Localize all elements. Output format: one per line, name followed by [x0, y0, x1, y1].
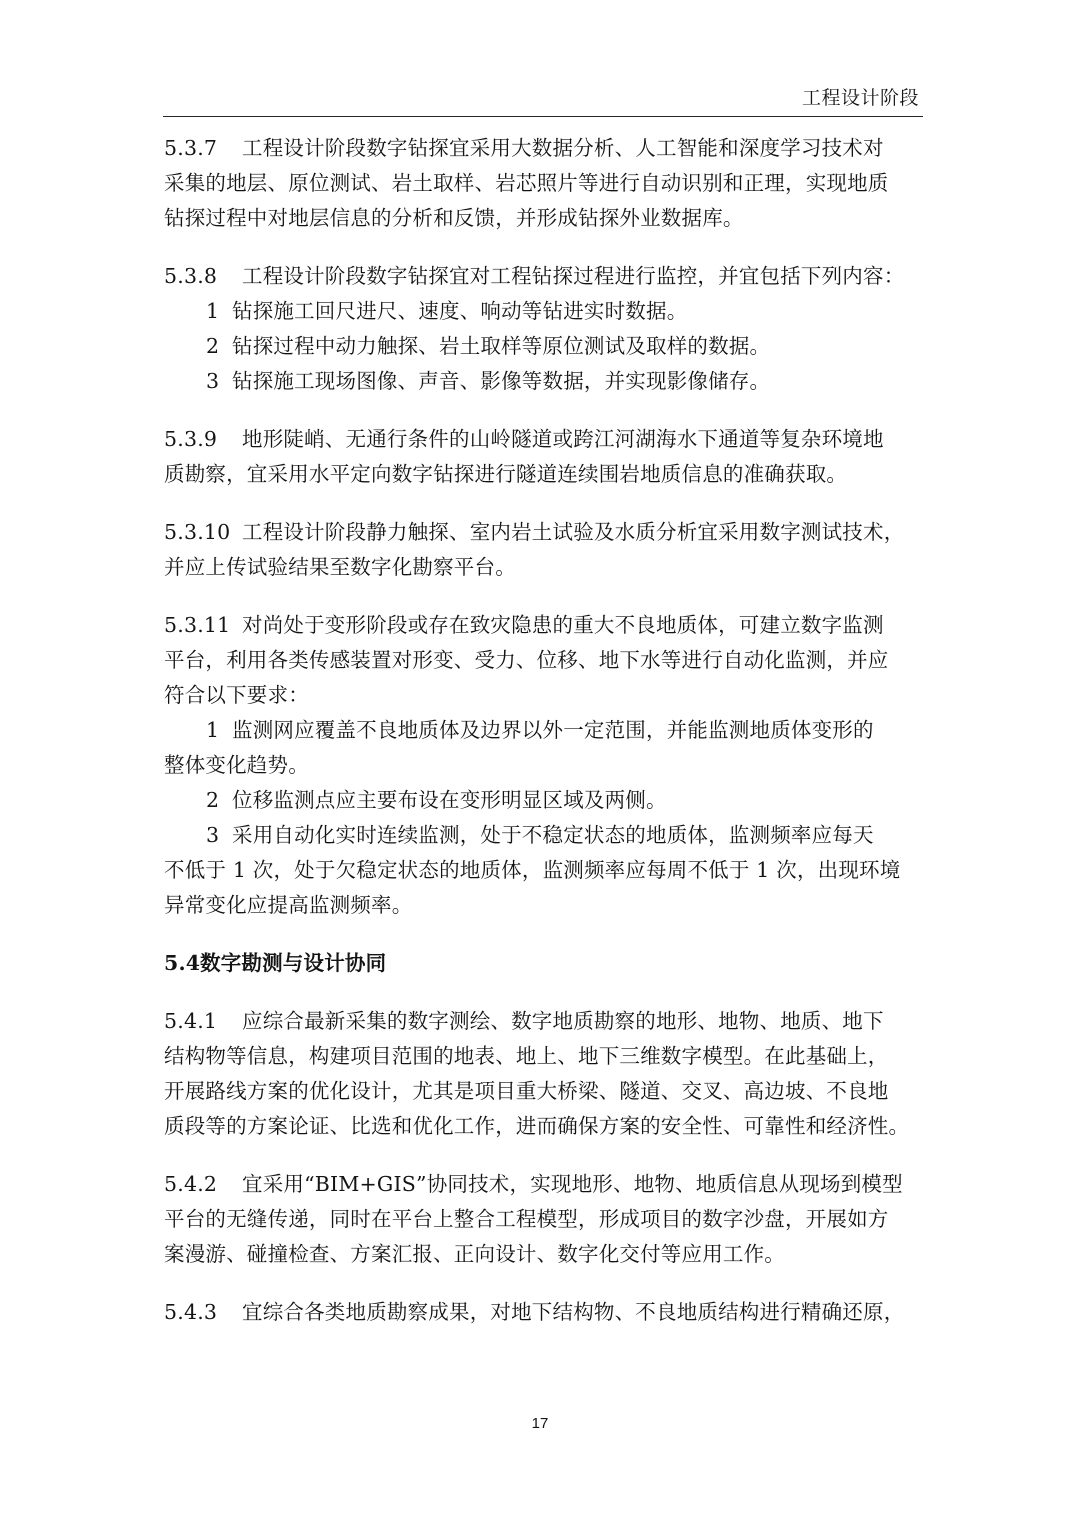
clause-line: [164, 259, 920, 294]
item-text: 异常变化应提高监测频率。: [164, 893, 413, 917]
section-heading: [164, 946, 920, 981]
list-item: [164, 713, 920, 748]
clause-number: 5.4.2: [164, 1172, 218, 1196]
item-text: 整体变化趋势。: [164, 753, 309, 777]
clause-text: 钻探过程中对地层信息的分析和反馈，并形成钻探外业数据库。: [164, 206, 744, 230]
item-text: 钻探过程中动力触探、岩土取样等原位测试及取样的数据。: [232, 334, 771, 358]
clause-line: [164, 1004, 920, 1039]
clause-number: 5.4.1: [164, 1009, 218, 1033]
item-text: 采用自动化实时连续监测，处于不稳定状态的地质体，监测频率应每天: [232, 823, 874, 847]
clause-text: 宜采用“BIM+GIS”协同技术，实现地形、地物、地质信息从现场到模型: [242, 1172, 903, 1196]
clause-number: 5.3.7: [164, 136, 218, 160]
clause-text: 工程设计阶段静力触探、室内岩土试验及水质分析宜采用数字测试技术，: [242, 520, 905, 544]
clause-text: 平台的无缝传递，同时在平台上整合工程模型，形成项目的数字沙盘，开展如方: [164, 1207, 889, 1231]
clause-text: 开展路线方案的优化设计，尤其是项目重大桥梁、隧道、交叉、高边坡、不良地: [164, 1079, 889, 1103]
clause-text: 采集的地层、原位测试、岩土取样、岩芯照片等进行自动识别和正理，实现地质: [164, 171, 889, 195]
item-number: 3: [206, 823, 220, 847]
list-item: [164, 783, 920, 818]
clause-line: [164, 515, 920, 550]
clause-text: 对尚处于变形阶段或存在致灾隐患的重大不良地质体，可建立数字监测: [242, 613, 884, 637]
clause-text: 案漫游、碰撞检查、方案汇报、正向设计、数字化交付等应用工作。: [164, 1242, 785, 1266]
page-number: 17: [531, 1415, 549, 1432]
section-number: 5.4: [164, 951, 201, 975]
clause-text: 宜综合各类地质勘察成果，对地下结构物、不良地质结构进行精确还原，: [242, 1300, 905, 1324]
section-title: 数字勘测与设计协同: [200, 951, 387, 975]
clause-5-4-3: [164, 1295, 920, 1330]
clause-5-4-2: [164, 1167, 920, 1272]
clause-text: 符合以下要求：: [164, 683, 309, 707]
clause-text: 质段等的方案论证、比选和优化工作，进而确保方案的安全性、可靠性和经济性。: [164, 1114, 910, 1138]
clause-number: 5.3.11: [164, 613, 231, 637]
clause-text: 结构物等信息，构建项目范围的地表、地上、地下三维数字模型。在此基础上，: [164, 1044, 889, 1068]
clause-5-3-10: [164, 515, 920, 585]
clause-line: [164, 608, 920, 643]
item-text: 位移监测点应主要布设在变形明显区域及两侧。: [232, 788, 667, 812]
clause-5-3-8: [164, 259, 920, 399]
clause-line: [164, 1167, 920, 1202]
clause-number: 5.3.10: [164, 520, 231, 544]
clause-5-4-1: [164, 1004, 920, 1144]
clause-line: [164, 131, 920, 166]
item-text: 监测网应覆盖不良地质体及边界以外一定范围，并能监测地质体变形的: [232, 718, 874, 742]
clause-number: 5.3.8: [164, 264, 218, 288]
item-number: 2: [206, 788, 220, 812]
document-body: [164, 131, 920, 1330]
clause-text: 平台，利用各类传感装置对形变、受力、位移、地下水等进行自动化监测，并应: [164, 648, 889, 672]
list-item: [164, 294, 920, 329]
clause-5-3-7: [164, 131, 920, 236]
item-number: 3: [206, 369, 220, 393]
running-header-title: 工程设计阶段: [801, 87, 919, 109]
item-text: 钻探施工现场图像、声音、影像等数据，并实现影像储存。: [232, 369, 771, 393]
clause-5-3-11: [164, 608, 920, 923]
list-item: [164, 329, 920, 364]
clause-number: 5.3.9: [164, 427, 218, 451]
clause-number: 5.4.3: [164, 1300, 218, 1324]
clause-text: 并应上传试验结果至数字化勘察平台。: [164, 555, 516, 579]
clause-text: 地形陡峭、无通行条件的山岭隧道或跨江河湖海水下通道等复杂环境地: [242, 427, 884, 451]
clause-line: [164, 422, 920, 457]
clause-text: 工程设计阶段数字钻探宜对工程钻探过程进行监控，并宜包括下列内容：: [242, 264, 905, 288]
clause-text: 应综合最新采集的数字测绘、数字地质勘察的地形、地物、地质、地下: [242, 1009, 884, 1033]
clause-line: [164, 1295, 920, 1330]
item-text: 不低于 1 次，处于欠稳定状态的地质体，监测频率应每周不低于 1 次，出现环境: [164, 858, 901, 882]
list-item: [164, 818, 920, 853]
page-header: [163, 72, 923, 117]
clause-5-3-9: [164, 422, 920, 492]
item-number: 1: [206, 718, 220, 742]
item-number: 1: [206, 299, 220, 323]
list-item: [164, 364, 920, 399]
clause-text: 工程设计阶段数字钻探宜采用大数据分析、人工智能和深度学习技术对: [242, 136, 884, 160]
item-number: 2: [206, 334, 220, 358]
clause-text: 质勘察，宜采用水平定向数字钻探进行隧道连续围岩地质信息的准确获取。: [164, 462, 848, 486]
item-text: 钻探施工回尺进尺、速度、响动等钻进实时数据。: [232, 299, 688, 323]
